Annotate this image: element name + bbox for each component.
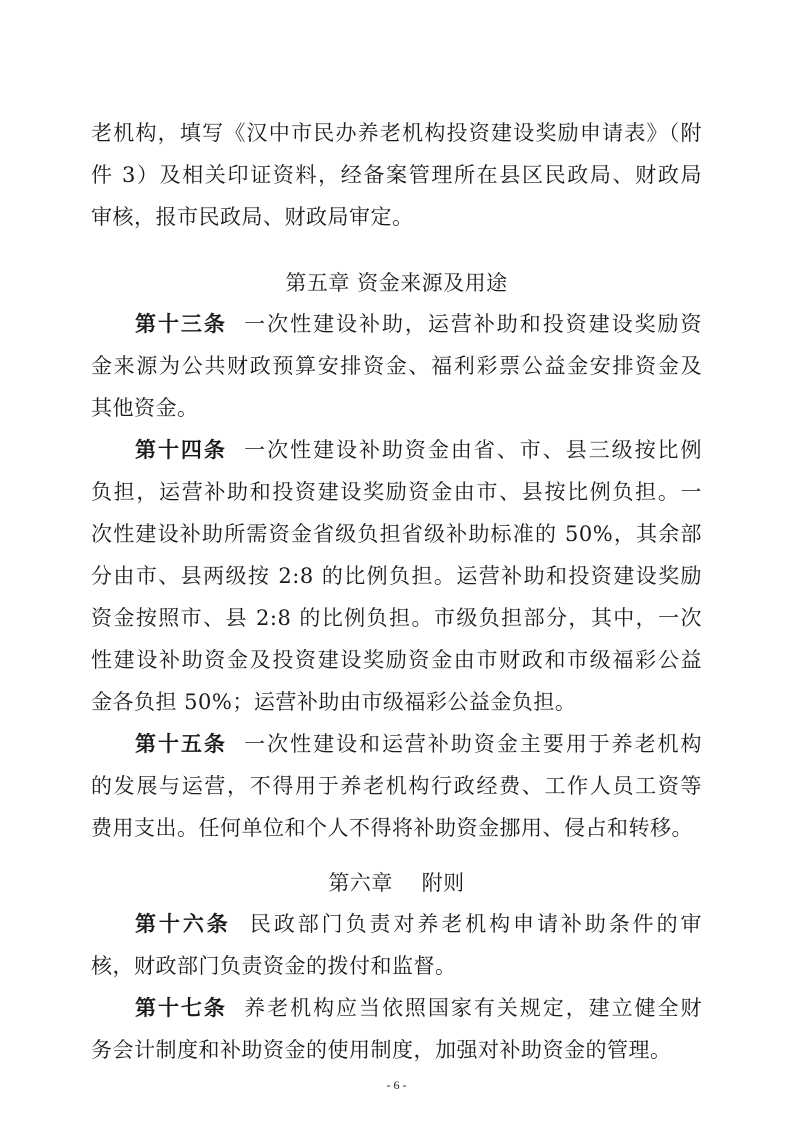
article-label: 第十五条 bbox=[135, 732, 227, 756]
text-line: 审核，报市民政局、财政局审定。 bbox=[91, 205, 414, 229]
text-line: 费用支出。任何单位和个人不得将补助资金挪用、侵占和转移。 bbox=[91, 816, 693, 840]
article-text: 一次性建设和运营补助资金主要用于养老机构 bbox=[244, 732, 703, 756]
text-line: 老机构，填写《汉中市民办养老机构投资建设奖励申请表》（附 bbox=[91, 121, 702, 145]
text-line: 金各负担 50%；运营补助由市级福彩公益金负担。 bbox=[91, 690, 577, 714]
article-text: 民政部门负责对养老机构申请补助条件的审 bbox=[249, 912, 703, 936]
chapter-heading: 第六章 附则 bbox=[328, 871, 465, 895]
text-line: 其他资金。 bbox=[91, 396, 199, 420]
text-line: 的发展与运营，不得用于养老机构行政经费、工作人员工资等 bbox=[91, 774, 702, 798]
text-line: 性建设补助资金及投资建设奖励资金由市财政和市级福彩公益 bbox=[91, 648, 702, 672]
article-label: 第十四条 bbox=[135, 438, 227, 462]
article-text: 一次性建设补助资金由省、市、县三级按比例 bbox=[244, 438, 703, 462]
text-line: 分由市、县两级按 2:8 的比例负担。运营补助和投资建设奖励 bbox=[91, 564, 702, 588]
article-label: 第十六条 bbox=[135, 912, 231, 936]
article-first-line bbox=[135, 309, 702, 339]
article-label: 第十七条 bbox=[135, 996, 227, 1020]
article-first-line bbox=[135, 993, 702, 1023]
text-line: 务会计制度和补助资金的使用制度，加强对补助资金的管理。 bbox=[91, 1038, 672, 1062]
article-first-line bbox=[135, 909, 702, 939]
text-line: 次性建设补助所需资金省级负担省级补助标准的 50%，其余部 bbox=[91, 522, 702, 546]
text-line: 核，财政部门负责资金的拨付和监督。 bbox=[91, 954, 457, 978]
text-line: 资金按照市、县 2:8 的比例负担。市级负担部分，其中，一次 bbox=[91, 606, 702, 630]
text-line: 负担，运营补助和投资建设奖励资金由市、县按比例负担。一 bbox=[91, 480, 702, 504]
article-first-line bbox=[135, 435, 702, 465]
article-text: 养老机构应当依照国家有关规定，建立健全财 bbox=[244, 996, 703, 1020]
text-line: 金来源为公共财政预算安排资金、福利彩票公益金安排资金及 bbox=[91, 354, 702, 378]
page-number: - 6 - bbox=[386, 1078, 407, 1092]
chapter-heading: 第五章 资金来源及用途 bbox=[285, 271, 508, 295]
article-text: 一次性建设补助，运营补助和投资建设奖励资 bbox=[244, 312, 703, 336]
article-first-line bbox=[135, 729, 702, 759]
text-line: 件 3）及相关印证资料，经备案管理所在县区民政局、财政局 bbox=[91, 163, 702, 187]
article-label: 第十三条 bbox=[135, 312, 227, 336]
